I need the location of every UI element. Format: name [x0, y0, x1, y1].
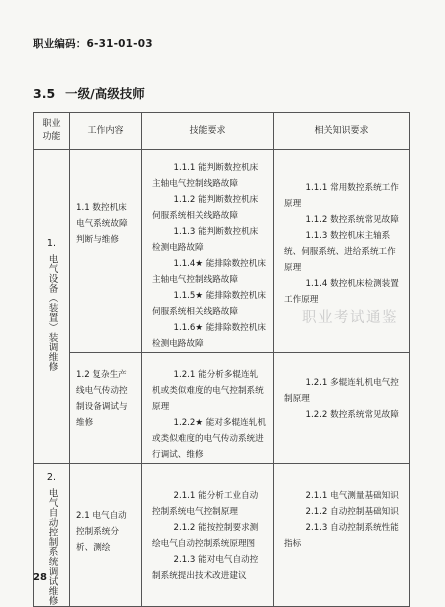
header-work-content: 工作内容 [70, 113, 142, 150]
skills-table [33, 112, 410, 607]
function-cell-automatic-control [34, 464, 70, 607]
work-content-text: 2.1 电气自动控制系统分析、测绘 [76, 511, 127, 553]
requirement-item: 1.2.1 能分析多辊连轧机或类似难度的电气控制系统原理 [152, 370, 264, 412]
requirement-item: 2.1.3 能对电气自动控制系统提出技术改进建议 [152, 555, 259, 581]
requirement-item: 1.1.4 数控机床检测装置工作原理 [284, 279, 399, 305]
header-knowledge-requirements: 相关知识要求 [274, 113, 410, 150]
function-cell-electrical-equipment [34, 150, 70, 464]
function-name: 电气自动控制系统调试维修 [46, 488, 58, 606]
requirement-item: 1.1.4★ 能排除数控机床主轴电气控制线路故障 [152, 259, 266, 285]
work-content-cell [70, 464, 142, 607]
header-function-line: 功能 [42, 132, 61, 142]
requirement-item: 2.1.2 自动控制基础知识 [305, 507, 399, 517]
requirement-item: 1.1.2 能判断数控机床伺服系统相关线路故障 [152, 195, 259, 221]
function-name: 电气设备（装置）装调维修 [46, 254, 58, 372]
requirement-item: 1.1.1 能判断数控机床主轴电气控制线路故障 [152, 163, 259, 189]
section-heading [33, 84, 145, 102]
page-number: 28 [33, 572, 47, 583]
requirement-item: 2.1.1 电气测量基础知识 [305, 491, 399, 501]
knowledge-cell [274, 353, 410, 464]
header-function [34, 113, 70, 150]
table-row [34, 464, 410, 607]
work-content-cell [70, 353, 142, 464]
section-title: 一级/高级技师 [65, 86, 145, 101]
requirement-item: 1.1.3 能判断数控机床检测电路故障 [152, 227, 259, 253]
header-skill-requirements: 技能要求 [142, 113, 274, 150]
section-number: 3.5 [33, 86, 56, 101]
requirement-item: 1.1.1 常用数控系统工作原理 [284, 183, 399, 209]
requirement-item: 1.2.2★ 能对多辊连轧机或类似难度的电气传动系统进行调试、维修 [152, 418, 266, 460]
function-number: 1. [46, 238, 57, 249]
watermark: 职业考试通鉴 [302, 310, 398, 326]
requirement-item: 1.2.2 数控系统常见故障 [305, 410, 399, 420]
work-content-text: 1.1 数控机床电气系统故障判断与维修 [76, 203, 128, 245]
table-row [34, 353, 410, 464]
work-content-cell [70, 150, 142, 353]
requirement-item: 1.1.3 数控机床主轴系统、伺服系统、进给系统工作原理 [284, 231, 396, 273]
requirement-item: 2.1.3 自动控制系统性能指标 [284, 523, 399, 549]
skills-cell [142, 150, 274, 353]
header-function-line: 职业 [42, 119, 61, 129]
job-code: 职业编码：6-31-01-03 [33, 38, 153, 50]
work-content-text: 1.2 复杂生产线电气传动控制设备调试与维修 [76, 370, 128, 428]
table-header-row [34, 113, 410, 150]
requirement-item: 2.1.1 能分析工业自动控制系统电气控制原理 [152, 491, 259, 517]
requirement-item: 1.1.6★ 能排除数控机床检测电路故障 [152, 323, 266, 349]
function-number: 2. [46, 472, 57, 483]
requirement-item: 1.1.5★ 能排除数控机床伺服系统相关线路故障 [152, 291, 266, 317]
skills-cell [142, 353, 274, 464]
knowledge-cell [274, 464, 410, 607]
requirement-item: 2.1.2 能按控制要求测绘电气自动控制系统原理图 [152, 523, 259, 549]
requirement-item: 1.1.2 数控系统常见故障 [305, 215, 399, 225]
skills-cell [142, 464, 274, 607]
requirement-item: 1.2.1 多辊连轧机电气控制原理 [284, 378, 399, 404]
